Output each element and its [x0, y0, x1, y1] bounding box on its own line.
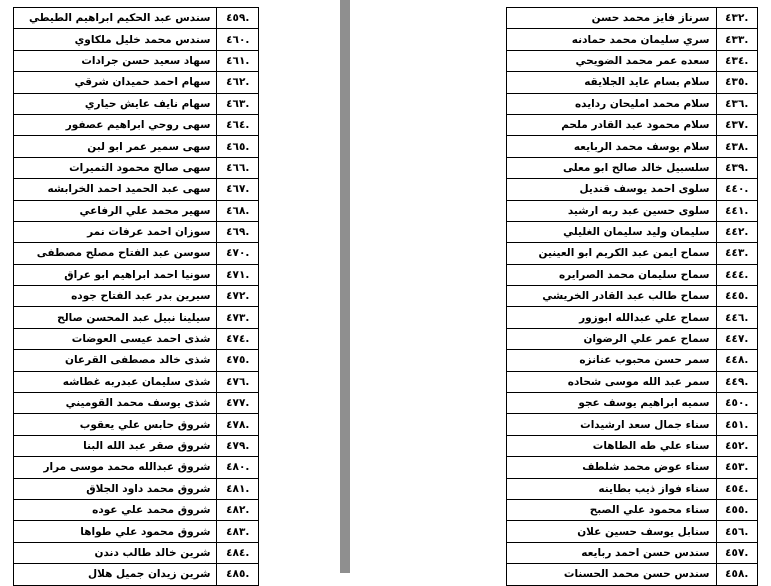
student-name: سلوى حسين عبد ربه ارشيد — [507, 200, 717, 221]
row-number: .٤٣٧ — [716, 114, 758, 135]
table-row — [14, 564, 259, 585]
student-name: سلام يوسف محمد الربايعه — [507, 136, 717, 157]
row-number: .٤٥١ — [716, 414, 758, 435]
student-name: سري سليمان محمد حمادنه — [507, 29, 717, 50]
student-name: سهاد سعيد حسن جرادات — [14, 50, 217, 71]
student-name: سمر عبد الله موسى شحاده — [507, 371, 717, 392]
student-name: سهى صالح محمود التميرات — [14, 157, 217, 178]
row-number: .٤٥٤ — [716, 478, 758, 499]
table-row — [14, 72, 259, 93]
table-row — [14, 50, 259, 71]
table-row — [14, 478, 259, 499]
student-name: سماح طالب عبد القادر الخريشي — [507, 286, 717, 307]
row-number: .٤٤١ — [716, 200, 758, 221]
table-row — [507, 264, 758, 285]
table-row — [507, 50, 758, 71]
row-number: .٤٨٢ — [217, 499, 259, 520]
row-number: .٤٦١ — [217, 50, 259, 71]
table-row — [507, 29, 758, 50]
table-row — [14, 328, 259, 349]
row-number: .٤٧٥ — [217, 350, 259, 371]
student-name: سناء عوض محمد شلطف — [507, 457, 717, 478]
student-name: سهى سمير عمر ابو لبن — [14, 136, 217, 157]
table-row — [507, 564, 758, 585]
row-number: .٤٥٩ — [217, 8, 259, 29]
student-name: سماح ايمن عبد الكريم ابو العينين — [507, 243, 717, 264]
student-name: سلام محمود عبد القادر ملحم — [507, 114, 717, 135]
student-name: سلوى احمد يوسف قنديل — [507, 179, 717, 200]
row-number: .٤٦٣ — [217, 93, 259, 114]
student-name: سرناز فايز محمد حسن — [507, 8, 717, 29]
student-name: سمر حسن محبوب عنانزه — [507, 350, 717, 371]
row-number: .٤٦٥ — [217, 136, 259, 157]
row-number: .٤٨٤ — [217, 542, 259, 563]
student-name: سندس عبد الحكيم ابراهيم الطيطي — [14, 8, 217, 29]
row-number: .٤٥٥ — [716, 499, 758, 520]
student-name: سناء علي طه الطاهات — [507, 435, 717, 456]
student-name: سهى عبد الحميد احمد الخرابشه — [14, 179, 217, 200]
row-number: .٤٣٢ — [716, 8, 758, 29]
table-row — [507, 499, 758, 520]
student-name: شروق صقر عبد الله البنا — [14, 435, 217, 456]
table-row — [507, 328, 758, 349]
student-name: سليمان وليد سليمان الغليلي — [507, 221, 717, 242]
row-number: .٤٤٣ — [716, 243, 758, 264]
left-page-rows — [14, 8, 259, 586]
student-name: سماح علي عبدالله ابوزور — [507, 307, 717, 328]
table-row — [14, 521, 259, 542]
table-row — [14, 243, 259, 264]
student-name: سلام محمد امليحان ردايده — [507, 93, 717, 114]
table-row — [507, 114, 758, 135]
row-number: .٤٧١ — [217, 264, 259, 285]
row-number: .٤٧٧ — [217, 393, 259, 414]
table-row — [507, 179, 758, 200]
table-row — [507, 435, 758, 456]
row-number: .٤٧٠ — [217, 243, 259, 264]
table-row — [507, 307, 758, 328]
student-name: سوسن عبد الفتاح مصلح مصطفى — [14, 243, 217, 264]
student-name: شذى سليمان عبدربه غطاشه — [14, 371, 217, 392]
table-row — [507, 393, 758, 414]
table-row — [14, 393, 259, 414]
student-name: سناء محمود علي الصبح — [507, 499, 717, 520]
student-name: سماح سليمان محمد الصرايره — [507, 264, 717, 285]
student-name: سلسبيل خالد صالح ابو معلى — [507, 157, 717, 178]
student-name: سندس حسن محمد الحسنات — [507, 564, 717, 585]
right-page-table — [506, 7, 758, 586]
row-number: .٤٦٠ — [217, 29, 259, 50]
student-name: سوزان احمد عرفات نمر — [14, 221, 217, 242]
table-row — [507, 200, 758, 221]
table-row — [14, 371, 259, 392]
student-name: شروق محمد داود الجلاق — [14, 478, 217, 499]
row-number: .٤٤٦ — [716, 307, 758, 328]
row-number: .٤٣٥ — [716, 72, 758, 93]
table-row — [14, 157, 259, 178]
row-number: .٤٥٦ — [716, 521, 758, 542]
row-number: .٤٥٧ — [716, 542, 758, 563]
left-page-table — [13, 7, 259, 586]
row-number: .٤٥٣ — [716, 457, 758, 478]
row-number: .٤٨٣ — [217, 521, 259, 542]
row-number: .٤٨١ — [217, 478, 259, 499]
student-name: سنابل يوسف حسين علان — [507, 521, 717, 542]
table-row — [14, 435, 259, 456]
row-number: .٤٦٧ — [217, 179, 259, 200]
row-number: .٤٣٦ — [716, 93, 758, 114]
student-name: سندس محمد خليل ملكاوي — [14, 29, 217, 50]
student-name: شروق محمود علي طواها — [14, 521, 217, 542]
row-number: .٤٤٧ — [716, 328, 758, 349]
table-row — [14, 286, 259, 307]
row-number: .٤٤٠ — [716, 179, 758, 200]
row-number: .٤٣٩ — [716, 157, 758, 178]
row-number: .٤٦٨ — [217, 200, 259, 221]
table-row — [507, 72, 758, 93]
table-row — [14, 350, 259, 371]
row-number: .٤٤٩ — [716, 371, 758, 392]
row-number: .٤٤٢ — [716, 221, 758, 242]
table-row — [507, 542, 758, 563]
student-name: سهام نايف عايش حياري — [14, 93, 217, 114]
table-row — [507, 286, 758, 307]
table-row — [507, 350, 758, 371]
table-row — [14, 499, 259, 520]
table-row — [14, 542, 259, 563]
student-name: سهام احمد حميدان شرقي — [14, 72, 217, 93]
table-row — [14, 457, 259, 478]
student-name: شروق عبدالله محمد موسى مرار — [14, 457, 217, 478]
row-number: .٤٨٠ — [217, 457, 259, 478]
table-row — [507, 243, 758, 264]
student-name: سيلينا نبيل عبد المحسن صالح — [14, 307, 217, 328]
row-number: .٤٨٥ — [217, 564, 259, 585]
table-row — [507, 478, 758, 499]
row-number: .٤٧٨ — [217, 414, 259, 435]
row-number: .٤٣٨ — [716, 136, 758, 157]
student-name: سهى روحي ابراهيم عصفور — [14, 114, 217, 135]
table-row — [507, 221, 758, 242]
row-number: .٤٤٤ — [716, 264, 758, 285]
table-row — [14, 114, 259, 135]
student-name: سناء جمال سعد ارشيدات — [507, 414, 717, 435]
student-name: شذى يوسف محمد القوميني — [14, 393, 217, 414]
row-number: .٤٦٦ — [217, 157, 259, 178]
table-row — [507, 93, 758, 114]
row-number: .٤٧٩ — [217, 435, 259, 456]
row-number: .٤٥٢ — [716, 435, 758, 456]
student-name: سناء فواز ذيب بطاينه — [507, 478, 717, 499]
table-row — [14, 221, 259, 242]
table-row — [14, 414, 259, 435]
table-row — [507, 457, 758, 478]
row-number: .٤٥٠ — [716, 393, 758, 414]
student-name: شروق حابس علي يعقوب — [14, 414, 217, 435]
page-divider — [340, 0, 350, 573]
student-name: سماح عمر علي الرضوان — [507, 328, 717, 349]
student-name: سميه ابراهيم يوسف عجو — [507, 393, 717, 414]
table-row — [14, 179, 259, 200]
table-row — [14, 264, 259, 285]
table-row — [14, 93, 259, 114]
student-name: سندس حسن احمد ربايعه — [507, 542, 717, 563]
right-page-rows — [507, 8, 758, 586]
table-row — [14, 136, 259, 157]
student-name: شرين زيدان جميل هلال — [14, 564, 217, 585]
table-row — [14, 29, 259, 50]
student-name: سيرين بدر عبد الفتاح جوده — [14, 286, 217, 307]
student-name: سونيا احمد ابراهيم ابو عراق — [14, 264, 217, 285]
table-row — [507, 136, 758, 157]
table-row — [14, 8, 259, 29]
row-number: .٤٧٣ — [217, 307, 259, 328]
table-row — [507, 414, 758, 435]
table-row — [507, 521, 758, 542]
row-number: .٤٤٥ — [716, 286, 758, 307]
row-number: .٤٣٤ — [716, 50, 758, 71]
table-row — [507, 371, 758, 392]
row-number: .٤٦٤ — [217, 114, 259, 135]
student-name: سعده عمر محمد الضويحي — [507, 50, 717, 71]
row-number: .٤٧٤ — [217, 328, 259, 349]
student-name: شذى احمد عيسى العوضات — [14, 328, 217, 349]
row-number: .٤٣٣ — [716, 29, 758, 50]
student-name: شذى خالد مصطفى القرعان — [14, 350, 217, 371]
table-row — [507, 157, 758, 178]
student-name: شروق محمد علي عوده — [14, 499, 217, 520]
row-number: .٤٧٢ — [217, 286, 259, 307]
row-number: .٤٦٩ — [217, 221, 259, 242]
row-number: .٤٧٦ — [217, 371, 259, 392]
row-number: .٤٤٨ — [716, 350, 758, 371]
table-row — [14, 307, 259, 328]
table-row — [14, 200, 259, 221]
row-number: .٤٦٢ — [217, 72, 259, 93]
table-row — [507, 8, 758, 29]
row-number: .٤٥٨ — [716, 564, 758, 585]
student-name: سلام بسام عايد الجلايقه — [507, 72, 717, 93]
student-name: شرين خالد طالب دندن — [14, 542, 217, 563]
student-name: سهير محمد علي الرفاعي — [14, 200, 217, 221]
